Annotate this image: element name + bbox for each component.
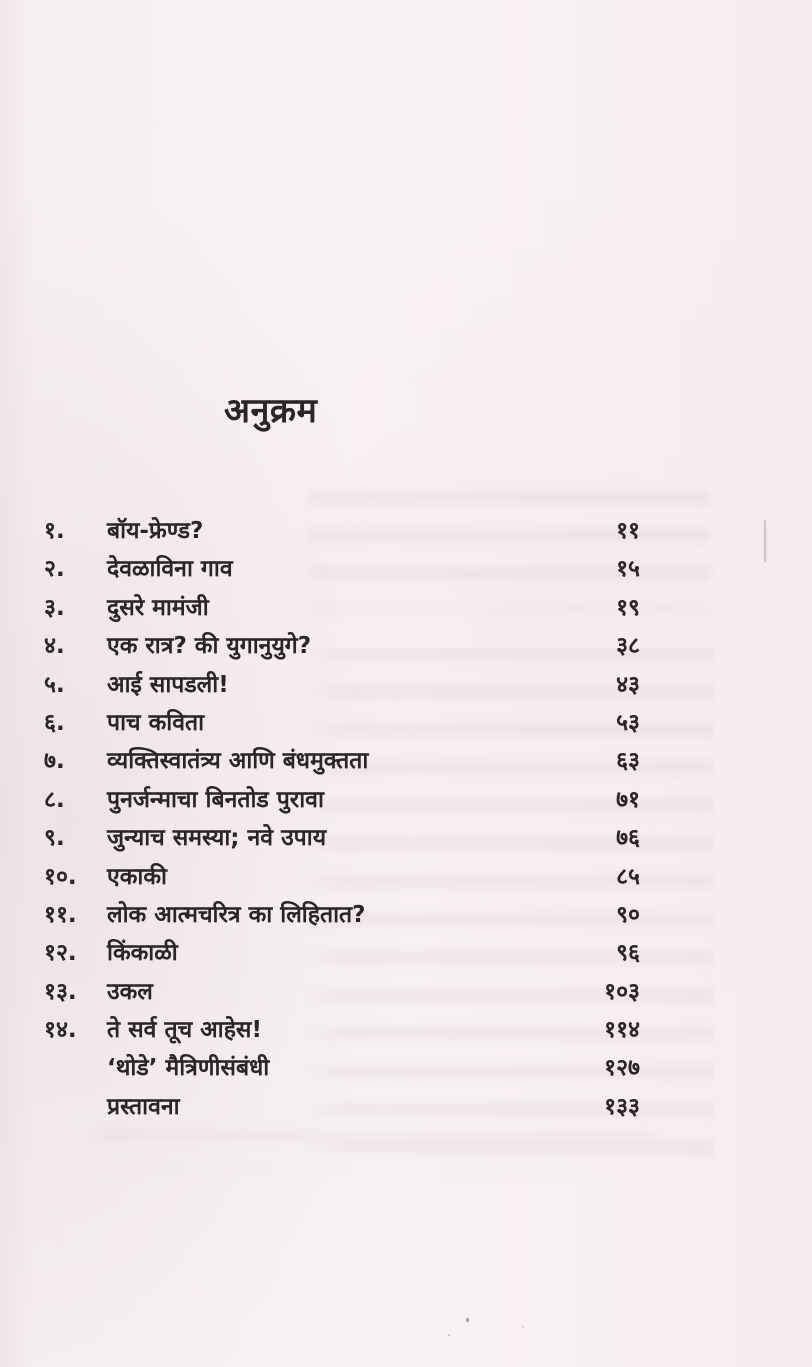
entry-number: १३. — [44, 978, 77, 1005]
entry-title: किंकाळी — [107, 940, 178, 967]
entry-title: लोक आत्मचरित्र का लिहितात? — [107, 901, 366, 928]
toc-entry — [0, 1011, 812, 1049]
toc-entry — [0, 512, 812, 550]
toc-entry — [0, 627, 812, 665]
entry-title: एकाकी — [107, 863, 167, 890]
entry-page-number: ४३ — [616, 671, 640, 698]
entry-page-number: १५ — [616, 556, 640, 583]
contents-heading: अनुक्रम — [224, 391, 318, 431]
entry-page-number: ११ — [616, 518, 640, 544]
toc-entry — [0, 973, 812, 1011]
entry-title: जुन्याच समस्या; नवे उपाय — [107, 825, 327, 852]
toc-entry — [0, 1088, 812, 1126]
entry-number: ८. — [44, 786, 65, 813]
entry-page-number: ११४ — [604, 1017, 640, 1044]
entry-number: ५. — [44, 671, 65, 698]
toc-entry — [0, 1049, 812, 1087]
entry-title: देवळाविना गाव — [107, 556, 233, 583]
entry-title: आई सापडली! — [107, 671, 229, 698]
entry-title: पाच कविता — [107, 709, 205, 736]
entry-page-number: ५३ — [616, 709, 640, 736]
toc-entry — [0, 819, 812, 857]
page-bleedthrough-texture — [96, 1130, 656, 1170]
entry-title: ते सर्व तूच आहेस! — [107, 1017, 262, 1044]
table-of-contents — [0, 512, 812, 1126]
entry-title: पुनर्जन्माचा बिनतोड पुरावा — [107, 786, 324, 813]
entry-number: १४. — [44, 1017, 77, 1044]
toc-entry — [0, 858, 812, 896]
toc-entry — [0, 589, 812, 627]
dust-speck — [448, 1334, 450, 1336]
entry-page-number: ९६ — [616, 940, 640, 967]
entry-number: १२. — [44, 940, 77, 967]
entry-number: १०. — [44, 863, 77, 890]
entry-page-number: १०३ — [604, 978, 640, 1005]
entry-number: ७. — [44, 748, 65, 775]
dust-speck — [466, 1318, 469, 1322]
entry-page-number: ७६ — [616, 825, 640, 852]
entry-number: ४. — [44, 633, 65, 660]
entry-title: ‘थोडे’ मैत्रिणीसंबंधी — [107, 1055, 270, 1082]
entry-number: ६. — [44, 709, 65, 736]
entry-title: दुसरे मामंजी — [107, 594, 209, 621]
entry-page-number: १९ — [616, 594, 640, 621]
entry-title: बॉय-फ्रेण्ड? — [107, 518, 204, 544]
entry-page-number: ७१ — [616, 786, 640, 813]
toc-entry — [0, 742, 812, 780]
toc-entry — [0, 781, 812, 819]
dust-speck — [522, 1326, 524, 1328]
entry-page-number: ६३ — [616, 748, 640, 775]
entry-title: एक रात्र? की युगानुयुगे? — [107, 633, 312, 660]
entry-number: ३. — [44, 594, 65, 621]
entry-number: ११. — [44, 901, 77, 928]
entry-number: ९. — [44, 825, 65, 852]
entry-title: उकल — [107, 978, 153, 1005]
entry-page-number: ८५ — [616, 863, 640, 890]
entry-page-number: १२७ — [604, 1055, 640, 1082]
toc-entry — [0, 896, 812, 934]
entry-title: प्रस्तावना — [107, 1093, 180, 1120]
entry-page-number: ३८ — [616, 633, 640, 660]
toc-entry — [0, 550, 812, 588]
entry-number: २. — [44, 556, 65, 583]
toc-entry — [0, 934, 812, 972]
entry-number: १. — [44, 518, 65, 544]
toc-entry — [0, 704, 812, 742]
toc-entry — [0, 666, 812, 704]
entry-page-number: ९० — [616, 901, 640, 928]
entry-page-number: १३३ — [604, 1093, 640, 1120]
entry-title: व्यक्तिस्वातंत्र्य आणि बंधमुक्तता — [107, 748, 369, 775]
